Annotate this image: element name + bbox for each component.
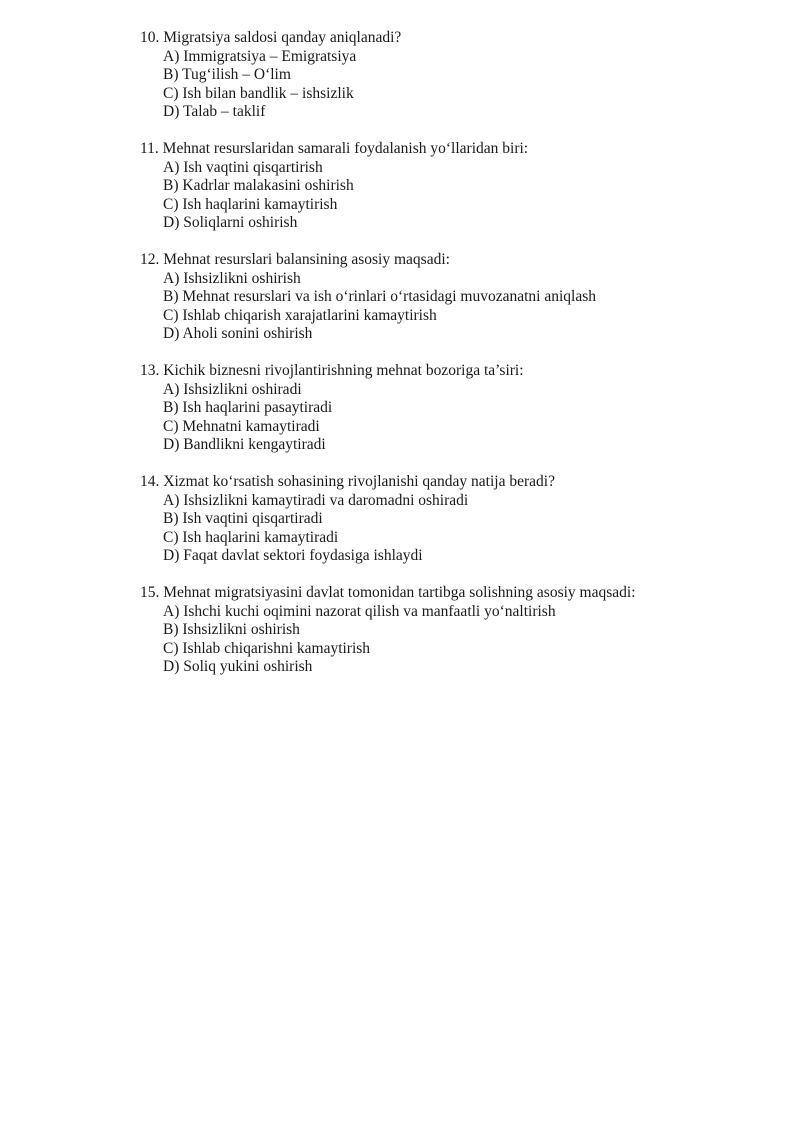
question-list	[140, 29, 760, 695]
option-c: C) Mehnatni kamaytiradi	[163, 417, 320, 435]
option-c: C) Ish bilan bandlik – ishsizlik	[163, 84, 354, 102]
option-list	[140, 159, 760, 233]
option-c: C) Ishlab chiqarishni kamaytirish	[163, 639, 371, 657]
option-list	[140, 381, 760, 455]
option-d: D) Faqat davlat sektori foydasiga ishlaydi	[163, 547, 423, 564]
question-15	[140, 584, 760, 677]
option-list	[140, 492, 760, 566]
question-title: 13. Kichik biznesni rivojlantirishning mehnat bozoriga ta’siri:	[140, 362, 524, 379]
question-14	[140, 473, 760, 566]
option-b: B) Kadrlar malakasini oshirish	[163, 177, 354, 194]
option-d: D) Bandlikni kengaytiradi	[163, 436, 326, 453]
option-d: D) Soliqlarni oshirish	[163, 214, 298, 231]
question-11	[140, 140, 760, 233]
question-title: 12. Mehnat resurslari balansining asosiy maqsadi:	[140, 251, 450, 268]
question-title: 14. Xizmat ko‘rsatish sohasining rivojlanishi qanday natija beradi?	[140, 473, 555, 490]
question-13	[140, 362, 760, 455]
option-b: B) Ish haqlarini pasaytiradi	[163, 399, 333, 416]
question-12	[140, 251, 760, 344]
option-a: A) Immigratsiya – Emigratsiya	[163, 47, 357, 65]
option-b: B) Mehnat resurslari va ish o‘rinlari o‘rtasidagi muvozanatni aniqlash	[163, 288, 597, 305]
option-d: D) Talab – taklif	[163, 103, 266, 120]
option-a: A) Ish vaqtini qisqartirish	[163, 158, 323, 176]
question-title: 15. Mehnat migratsiyasini davlat tomonidan tartibga solishning asosiy maqsadi:	[140, 584, 636, 601]
option-b: B) Ishsizlikni oshirish	[163, 621, 300, 638]
option-b: B) Tug‘ilish – O‘lim	[163, 66, 291, 83]
option-c: C) Ishlab chiqarish xarajatlarini kamaytirish	[163, 306, 437, 324]
question-title: 10. Migratsiya saldosi qanday aniqlanadi?	[140, 29, 402, 46]
option-b: B) Ish vaqtini qisqartiradi	[163, 510, 323, 527]
option-a: A) Ishsizlikni kamaytiradi va daromadni oshiradi	[163, 491, 469, 509]
option-c: C) Ish haqlarini kamaytirish	[163, 195, 338, 213]
option-d: D) Soliq yukini oshirish	[163, 658, 313, 675]
option-a: A) Ishchi kuchi oqimini nazorat qilish va manfaatli yo‘naltirish	[163, 602, 556, 620]
question-10	[140, 29, 760, 122]
option-list	[140, 48, 760, 122]
option-list	[140, 603, 760, 677]
option-list	[140, 270, 760, 344]
option-a: A) Ishsizlikni oshiradi	[163, 380, 302, 398]
option-a: A) Ishsizlikni oshirish	[163, 269, 301, 287]
option-d: D) Aholi sonini oshirish	[163, 325, 313, 342]
question-title: 11. Mehnat resurslaridan samarali foydalanish yo‘llaridan biri:	[140, 140, 529, 157]
option-c: C) Ish haqlarini kamaytiradi	[163, 528, 339, 546]
